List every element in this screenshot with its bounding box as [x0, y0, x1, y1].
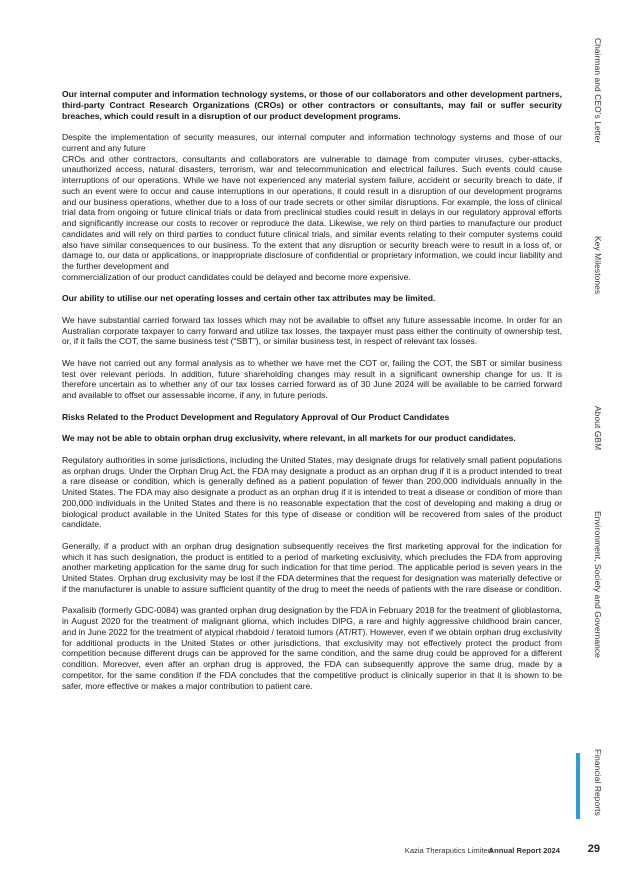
section-heading-tax: Our ability to utilise our net operating losses and certain other tax attributes may be limited.: [62, 293, 436, 304]
footer-company-name: Kazia Theraputics Limited: [404, 846, 492, 855]
page-number: 29: [587, 843, 600, 855]
paragraph-tax-analysis: We have not carried out any formal analysis as to whether we have met the COT or, failing the COT, the SBT or similar business test over relevant periods. In addition, future shareholding changes may result in a significant ownership change for us. It is therefore uncertain as to whether any of our tax losses carried forward as of 30 June 2024 will be available to be carried forward and available to offset our assessable income, if any, in future periods.: [62, 357, 562, 401]
nav-esg-label[interactable]: Environment, Society and Governance: [593, 511, 603, 658]
paragraph-security-body: CROs and other contractors, consultants and collaborators are vulnerable to damage from computer viruses, cyber-attacks, unauthorized access, natural disasters, terrorism, war and telecommunication and electrical failures. Such events could cause interruptions of our operations. While we have not experienced any material system failure, accident or security breach to date, if such an event were to occur and cause interruptions in our operations, it could result in a disruption of our development programs and our business operations, whether due to a loss of our trade secrets or other similar disruptions. For example, the loss of clinical trial data from ongoing or future clinical trials or data from preclinical studies could result in delays in our regulatory approval efforts and significantly increase our costs to recover or reproduce the data. Likewise, we rely on third parties to manufacture our product candidates and will rely on third parties to conduct future clinical trials, and similar events relating to their computer systems could also have similar consequences to our business. To the extent that any disruption or security breach were to result in a loss of, or damage to, our data or applications, or inappropriate disclosure of confidential or proprietary information, we could incur liability and the further development and: [62, 153, 562, 272]
paragraph-security-end: commercialization of our product candidates could be delayed and become more expensive.: [62, 271, 411, 282]
paragraph-tax-losses: We have substantial carried forward tax losses which may not be available to offset any future assessable income. In order for an Australian corporate taxpayer to carry forward and utilize tax losses, the taxpayer must pass either the continuity of ownership test, or, if it fails the COT, the same business test (“SBT”), or similar business test, in respect of relevant tax losses.: [62, 314, 562, 347]
section-heading-risks: Risks Related to the Product Development and Regulatory Approval of Our Product Candidates: [62, 411, 450, 422]
paragraph-security-intro: Despite the implementation of security measures, our internal computer and information technology systems and those of our current and any future: [62, 132, 562, 153]
active-section-indicator: [576, 753, 580, 819]
section-heading-orphan-drug: We may not be able to obtain orphan drug exclusivity, where relevant, in all markets for our product candidates.: [62, 433, 516, 444]
paragraph-orphan-exclusivity: Generally, if a product with an orphan drug designation subsequently receives the first marketing approval for the indication for which it has such designation, the product is entitled to a period of marketing exclusivity, which precludes the FDA from approving another marketing application for the same drug for such indication for that time period. The applicable period is seven years in the United States. Orphan drug exclusivity may be lost if the FDA determines that the request for designation was materially defective or if the manufacturer is unable to assure sufficient quantity of the drug to meet the needs of patients with the rare disease or condition.: [62, 540, 562, 594]
paragraph-paxalisib: Paxalisib (formerly GDC-0084) was granted orphan drug designation by the FDA in February 2018 for the treatment of glioblastoma, in August 2020 for the treatment of malignant glioma, which includes DIPG, a rare and highly aggressive childhood brain cancer, and in June 2022 for the treatment of atypical rhabdoid / teratoid tumors (AT/RT). However, even if we obtain orphan drug exclusivity for additional products in the United States or other jurisdictions, that exclusivity may not effectively protect the product from competition because different drugs can be approved for the same condition, and the same drug could be approved for a different condition. Moreover, even after an orphan drug is approved, the FDA can subsequently approve the same drug, made by a competitor, for the same condition if the FDA concludes that the competitive product is clinically superior in that it is shown to be safer, more effective or makes a major contribution to patient care.: [62, 605, 562, 691]
section-heading-it-systems: Our internal computer and information technology systems, or those of our collaborators and other development partners, third-party Contract Research Organizations (CROs) or other contractors or consultants, may fail or suffer security breaches, which could result in a disruption of our product development programs.: [62, 89, 562, 121]
page-footer: [0, 844, 622, 858]
nav-key-milestones-label[interactable]: Key Milestones: [593, 236, 603, 295]
side-navigation: [582, 0, 622, 880]
nav-about-gbm-label[interactable]: About GBM: [593, 406, 603, 451]
nav-chairman-letter-label[interactable]: Chairman and CEO’s Letter: [593, 38, 603, 144]
nav-financial-reports-label[interactable]: Financial Reports: [593, 749, 603, 816]
footer-report-title: Annual Report 2024: [488, 846, 560, 855]
paragraph-orphan-regulatory: Regulatory authorities in some jurisdictions, including the United States, may designate drugs for relatively small patient populations as orphan drugs. Under the Orphan Drug Act, the FDA may designate a product as an orphan drug if it is a product intended to treat a rare disease or condition, which is generally defined as a patient population of fewer than 200,000 individuals annually in the United States. The FDA may also designate a product as an orphan drug if it is intended to treat a disease or condition of more than 200,000 individuals in the United States and there is no reasonable expectation that the cost of developing and making a drug or biological product available in the United States for this type of disease or condition will be recovered from sales of the product candidate.: [62, 454, 562, 530]
document-body: [62, 89, 562, 702]
